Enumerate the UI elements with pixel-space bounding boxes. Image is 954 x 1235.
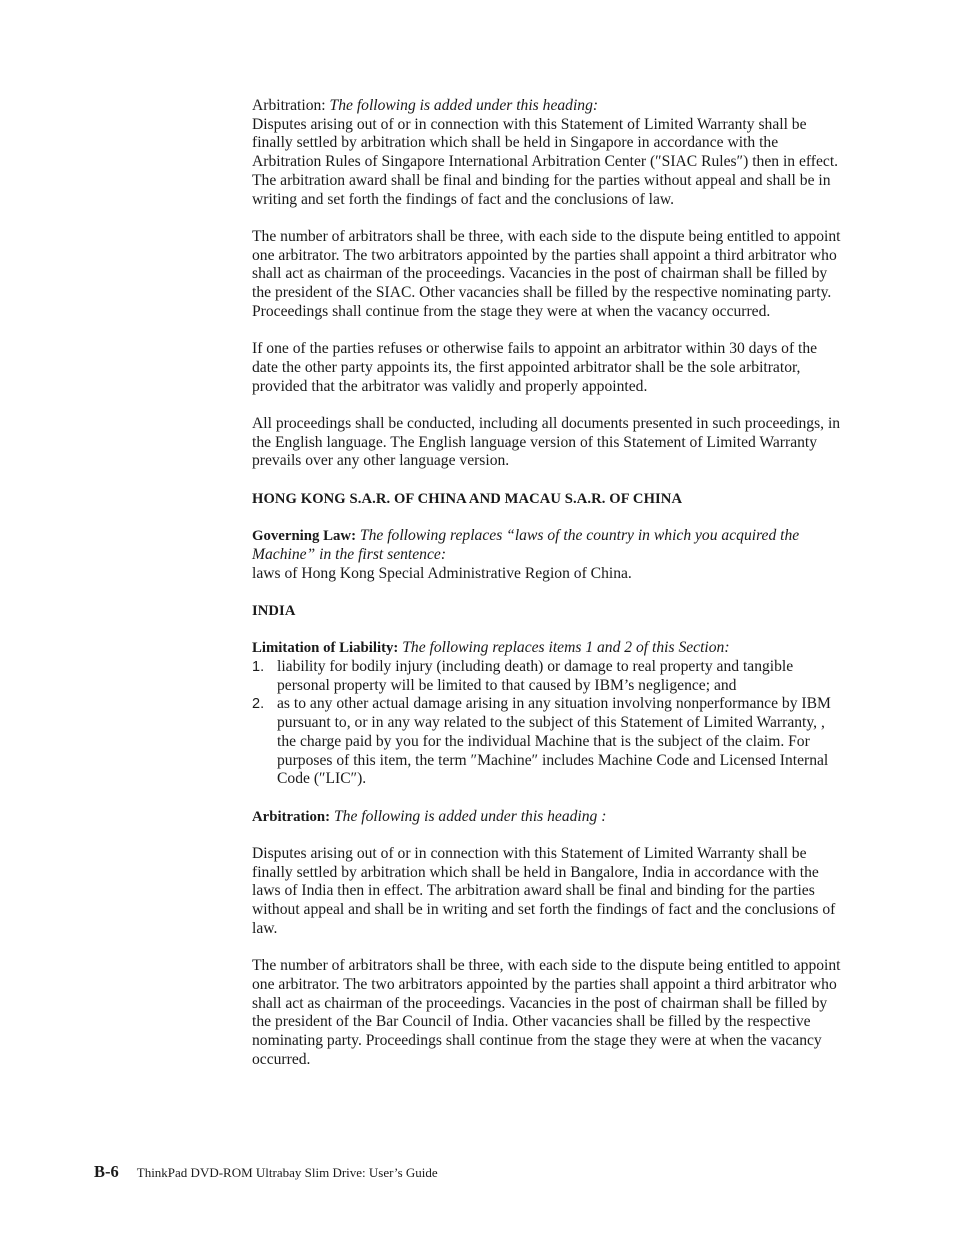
page-footer — [94, 1162, 438, 1182]
governing-law-label: Governing Law: — [252, 528, 356, 545]
arbitration-india-paragraph-1: Disputes arising out of or in connection with this Statement of Limited Warranty shall be finally settled by arbitration which shall be held in Bangalore, India in accordance with the laws of India then in effect. The arbitration award shall be final and binding for the parties without appeal and shall be in writing and set forth the findings of fact and the conclusions of law. — [252, 844, 836, 937]
governing-law-intro: The following replaces “laws of the country in which you acquired the Machine” in the first sentence: — [252, 527, 800, 563]
arbitration-sg-paragraph-4: All proceedings shall be conducted, including all documents presented in such proceedings, in the English language. The English language version of this Statement of Limited Warranty prevails over any other language version. — [252, 414, 841, 470]
page-body — [252, 97, 844, 1069]
arbitration-intro: The following is added under this heading: — [329, 97, 599, 114]
limitation-of-liability-line — [252, 639, 844, 658]
hong-kong-heading: HONG KONG S.A.R. OF CHINA AND MACAU S.A.R. OF CHINA — [252, 490, 683, 507]
arbitration-india-heading-line — [252, 808, 844, 827]
arbitration-sg-paragraph-3: If one of the parties refuses or otherwise fails to appoint an arbitrator within 30 days of the date the other party appoints its, the first appointed arbitrator shall be the sole arbitrator, provided that the arbitrator was validly and properly appointed. — [252, 340, 818, 395]
arbitration-india-label: Arbitration: — [252, 808, 331, 825]
list-item-text: liability for bodily injury (including death) or damage to real property and tangible personal property will be limited to that caused by IBM’s negligence; and — [277, 657, 794, 694]
limitation-of-liability-label: Limitation of Liability: — [252, 640, 399, 657]
arbitration-india-intro: The following is added under this heading : — [334, 807, 607, 825]
india-heading: INDIA — [252, 602, 296, 619]
arbitration-india-paragraph-2: The number of arbitrators shall be three, with each side to the dispute being entitled to appoint one arbitrator. The two arbitrators appointed by the parties shall appoint a third arbitrator who shall act as chairman of the proceedings. Vacancies in the post of chairman shall be filled by the president of the Bar Council of India. Other vacancies shall be filled by the respective nominating party. Proceedings shall continue from the stage they were at when the vacancy occurred. — [252, 957, 841, 1068]
arbitration-label: Arbitration: — [252, 97, 326, 114]
liability-list — [252, 658, 844, 789]
governing-law-text: laws of Hong Kong Special Administrative Region of China. — [252, 564, 632, 582]
governing-law-line — [252, 527, 844, 564]
document-title: ThinkPad DVD-ROM Ultrabay Slim Drive: User’s Guide — [136, 1165, 438, 1180]
list-item-number: 1. — [252, 658, 265, 675]
page-number: B-6 — [94, 1162, 119, 1181]
list-item-text: as to any other actual damage arising in any situation involving nonperformance by IBM pursuant to, or in any way related to the subject of this Statement of Limited Warranty, , the charge paid by you for the individual Machine that is the subject of the claim. For purposes of this item, the term ″Machine″ includes Machine Code and Licensed Internal Code (″LIC″). — [277, 695, 831, 788]
list-item-number: 2. — [252, 696, 265, 713]
arbitration-sg-paragraph-1: Disputes arising out of or in connection with this Statement of Limited Warranty shall be finally settled by arbitration which shall be held in Singapore in accordance with the Arbitration Rules of Singapore International Arbitration Center (″SIAC Rules″) then in effect. The arbitration award shall be final and binding for the parties without appeal and shall be in writing and set forth the findings of fact and the conclusions of law. — [252, 115, 839, 208]
arbitration-sg-heading-line — [252, 97, 844, 116]
list-item — [252, 695, 844, 789]
list-item — [252, 658, 844, 695]
limitation-of-liability-intro: The following replaces items 1 and 2 of this Section: — [402, 639, 730, 657]
arbitration-sg-paragraph-2: The number of arbitrators shall be three, with each side to the dispute being entitled to appoint one arbitrator. The two arbitrators appointed by the parties shall appoint a third arbitrator who shall act as chairman of the proceedings. Vacancies in the post of chairman shall be filled by the president of the SIAC. Other vacancies shall be filled by the respective nominating party. Proceedings shall continue from the stage they were at when the vacancy occurred. — [252, 227, 841, 320]
